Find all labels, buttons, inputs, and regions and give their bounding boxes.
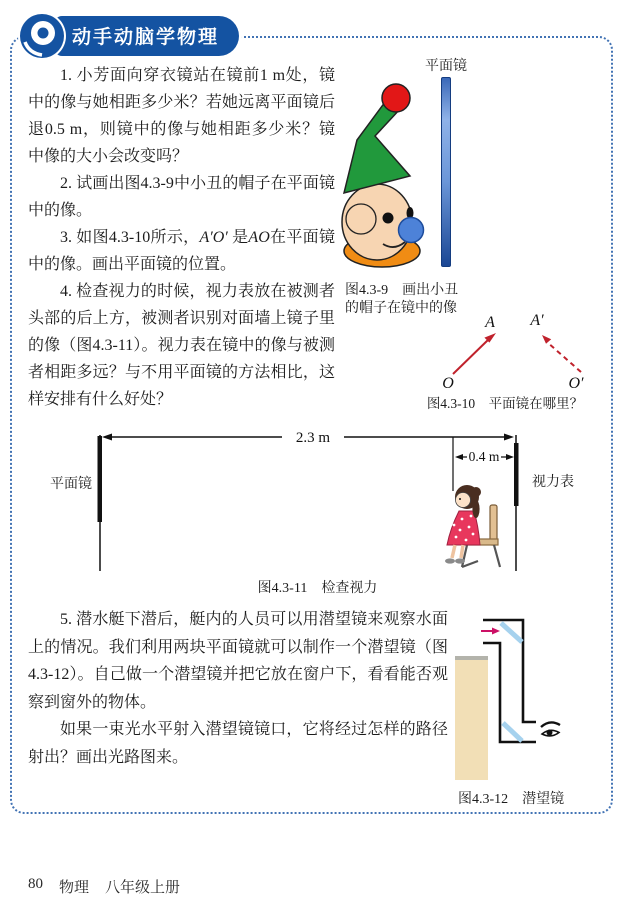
fig11-caption: 图4.3-11 检查视力 [257,581,378,596]
clown-hat [344,98,410,193]
page-footer [28,876,180,897]
fig11-dim-offset: 0.4 m [468,449,500,464]
problem-4: 4. 检查视力的时候，视力表放在被测者头部的后上方，被测者识别对面墙上镜子里的像（图4.3-11）。视力表在镜中的像与被测者相距多远？与不用平面镜的方法相比，这样安排有什么好处？ [28,283,335,408]
section-title: 动手动脑学物理 [54,16,239,56]
fig10-dashed-arrowhead [542,335,551,344]
periscope-top-mirror [501,623,522,642]
footer-volume: 八年级上册 [105,880,181,896]
fig9-clown-illustration [338,78,448,278]
fig10-label-A: A [485,314,495,331]
fig11-mirror-label: 平面镜 [50,477,92,492]
fig9-mirror-label: 平面镜 [425,59,467,74]
problems-column [28,62,335,413]
page-number: 80 [28,876,43,892]
section-logo-icon [18,12,66,60]
section-header [18,12,239,60]
fig12-caption: 图4.3-12 潜望镜 [458,792,565,807]
fig11-diagram [30,425,605,600]
problem-5-block [28,606,448,771]
periscope-bottom-mirror [503,723,522,741]
fig11-eye-chart [514,443,519,506]
girl-face [456,493,471,508]
periscope-outer-tube [483,620,536,722]
wall-under-window [455,660,488,780]
fig11-dim-total: 2.3 m [295,430,331,446]
window-sill [455,656,488,660]
problem-1: 1. 小芳面向穿衣镜站在镜前1 m处，镜中的像与她相距多少米？若她远离平面镜后退0.5 m，则镜中的像与她相距多少米？镜中像的大小会改变吗？ [28,67,335,165]
fig11-seated-person [445,485,500,567]
problem-2: 2. 试画出图4.3-9中小丑的帽子在平面镜中的像。 [28,175,335,219]
fig11-chart-label: 视力表 [532,475,574,490]
fig10-label-O-prime: O′ [568,375,584,392]
fig11-plane-mirror [98,436,103,522]
fig10-caption: 图4.3-10 平面镜在哪里？ [426,396,584,411]
fig12-periscope-diagram [448,602,612,792]
girl-shoe [445,558,455,563]
problem-3: 3. 如图4.3-10所示，A′O′ 是AO在平面镜中的像。画出平面镜的位置。 [28,229,335,273]
fig9-caption: 图4.3-9 画出小丑 的帽子在镜中的像 [345,283,459,316]
fig10-label-O: O [442,375,454,392]
fig10-diagram [400,310,610,400]
girl-eye [459,498,461,500]
clown-pompom [382,84,410,112]
observer-eye-icon [541,722,560,736]
girl-shoe [455,558,465,563]
footer-subject: 物理 [59,880,90,896]
problem-5: 5. 潜水艇下潜后，艇内的人员可以用潜望镜来观察水面上的情况。我们利用两块平面镜就可以制作一个潜望镜（图4.3-12）。自己做一个潜望镜并把它放在窗户下，看看能否观察到窗外的物体。 [28,611,448,711]
clown-eye [383,213,394,224]
light-ray-arrowhead [492,628,500,635]
girl-pigtail [472,500,479,518]
clown-nose [399,218,424,243]
fig10-label-A-prime: A′ [530,312,544,329]
problem-5-continued: 如果一束光水平射入潜望镜镜口，它将经过怎样的路径射出？画出光路图来。 [28,721,448,766]
